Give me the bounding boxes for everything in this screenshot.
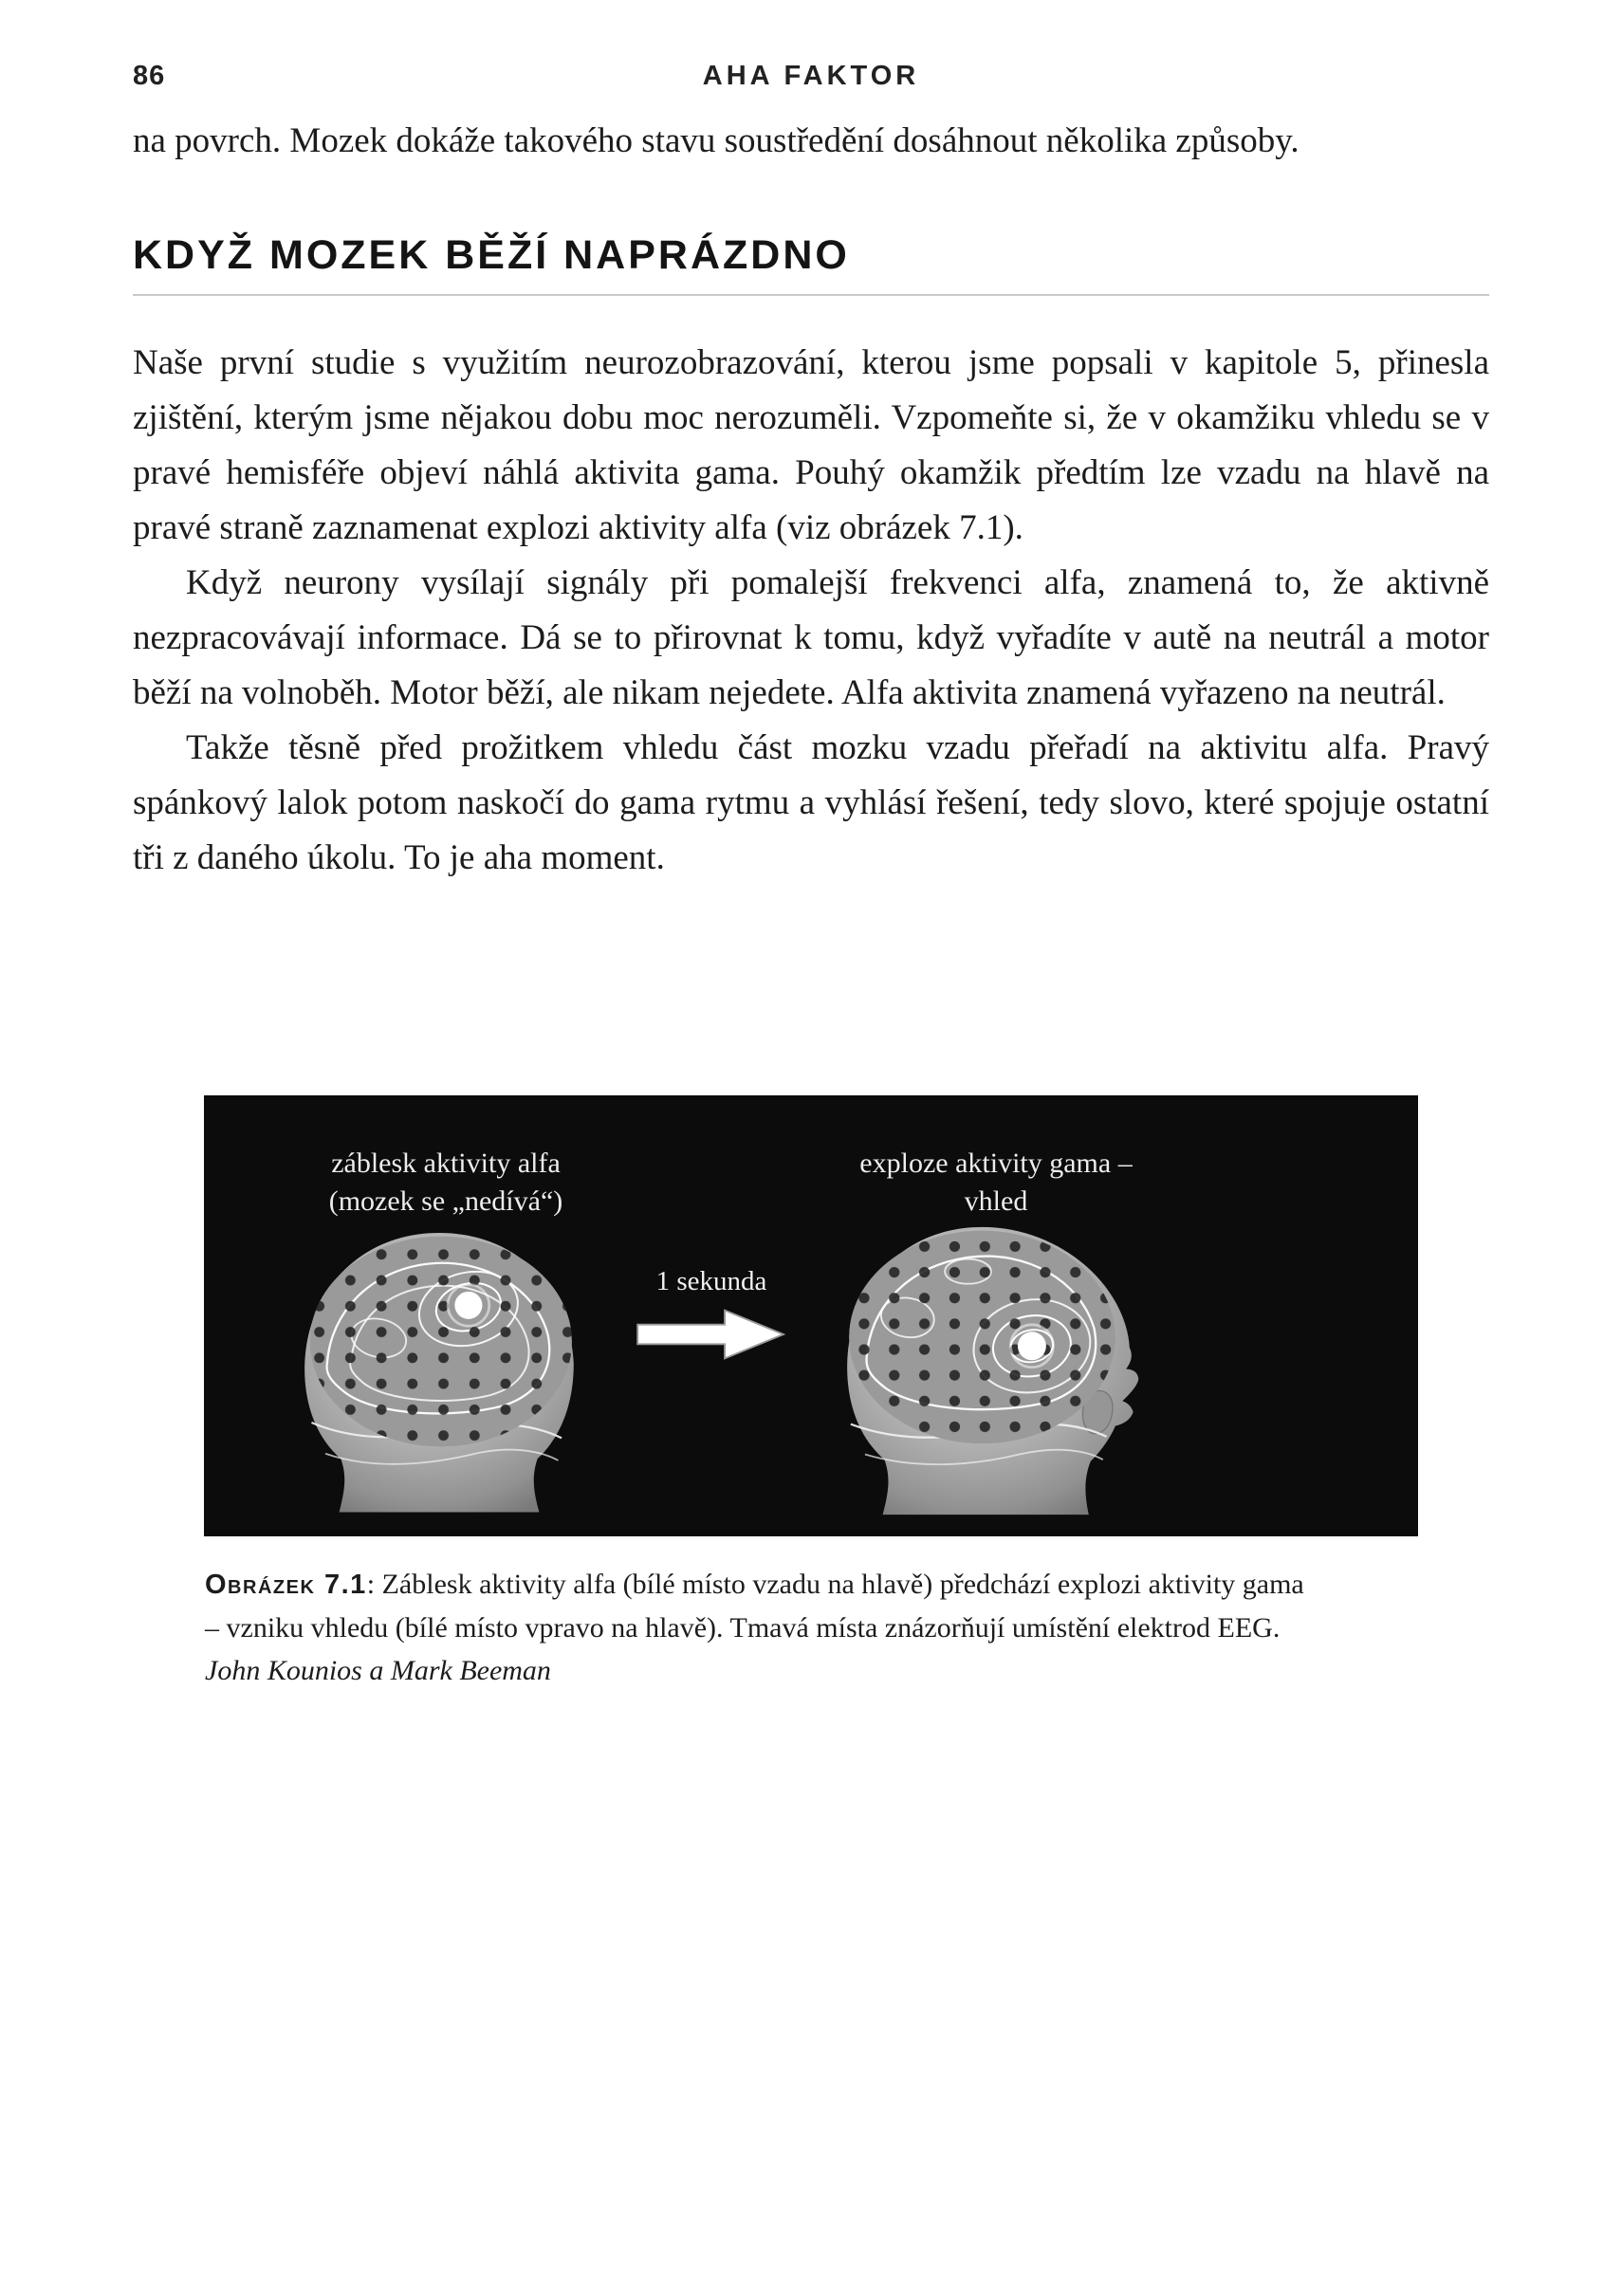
figure-label-alpha (242, 1145, 650, 1221)
figure-caption (205, 1563, 1324, 1692)
figure-label-gamma-line2: vhled (964, 1185, 1028, 1217)
figure-7-1 (204, 1095, 1418, 1536)
arrow-label: 1 sekunda (655, 1266, 767, 1296)
page-number: 86 (133, 61, 166, 91)
figure-caption-credit: John Kounios a Mark Beeman (205, 1655, 551, 1686)
transition-arrow-group (621, 1264, 802, 1363)
eeg-head-left-image (249, 1211, 629, 1520)
figure-label-alpha-line1: záblesk aktivity alfa (331, 1148, 561, 1179)
figure-caption-text: : Záblesk aktivity alfa (bílé místo vzadu na hlavě) předchází explozi aktivity gama – vzniku vhledu (bílé místo vpravo na hlavě). Tmavá místa znázorňují umístění elektrod EEG. (205, 1569, 1304, 1644)
paragraph-4: Takže těsně před prožitkem vhledu část mozku vzadu přeřadí na aktivitu alfa. Pravý spánkový lalok potom naskočí do gama rytmu a vyhlásí řešení, tedy slovo, které spojuje ostatní tři z daného úkolu. To je aha moment. (133, 728, 1489, 877)
figure-label-gamma-line1: exploze aktivity gama – (859, 1148, 1133, 1179)
arrow-right-icon (631, 1306, 792, 1363)
body-text-column (133, 114, 1489, 886)
paragraph-3: Když neurony vysílají signály při pomalejší frekvenci alfa, znamená to, že aktivně nezpracovávají informace. Dá se to přirovnat k tomu, když vyřadíte v autě na neutrál a motor běží na volnoběh. Motor běží, ale nikam nejedete. Alfa aktivita znamená vyřazeno na neutrál. (133, 563, 1489, 712)
paragraph-2: Naše první studie s využitím neurozobrazování, kterou jsme popsali v kapitole 5, přinesla zjištění, kterým jsme nějakou dobu moc nerozuměli. Vzpomeňte si, že v okamžiku vhledu se v pravé hemisféře objeví náhlá aktivita gama. Pouhý okamžik předtím lze vzadu na hlavě na pravé straně zaznamenat explozi aktivity alfa (viz obrázek 7.1). (133, 343, 1489, 547)
eeg-head-right-image (794, 1207, 1211, 1520)
heading-rule (133, 294, 1489, 296)
running-title: AHA FAKTOR (702, 61, 920, 91)
paragraph-1: na povrch. Mozek dokáže takového stavu soustředění dosáhnout několika způsoby. (133, 121, 1299, 160)
figure-caption-label: Obrázek 7.1 (205, 1570, 367, 1600)
running-head (133, 61, 1489, 99)
section-heading: KDYŽ MOZEK BĚŽÍ NAPRÁZDNO (133, 232, 850, 278)
figure-label-alpha-line2: (mozek se „nedívá“) (328, 1185, 563, 1217)
